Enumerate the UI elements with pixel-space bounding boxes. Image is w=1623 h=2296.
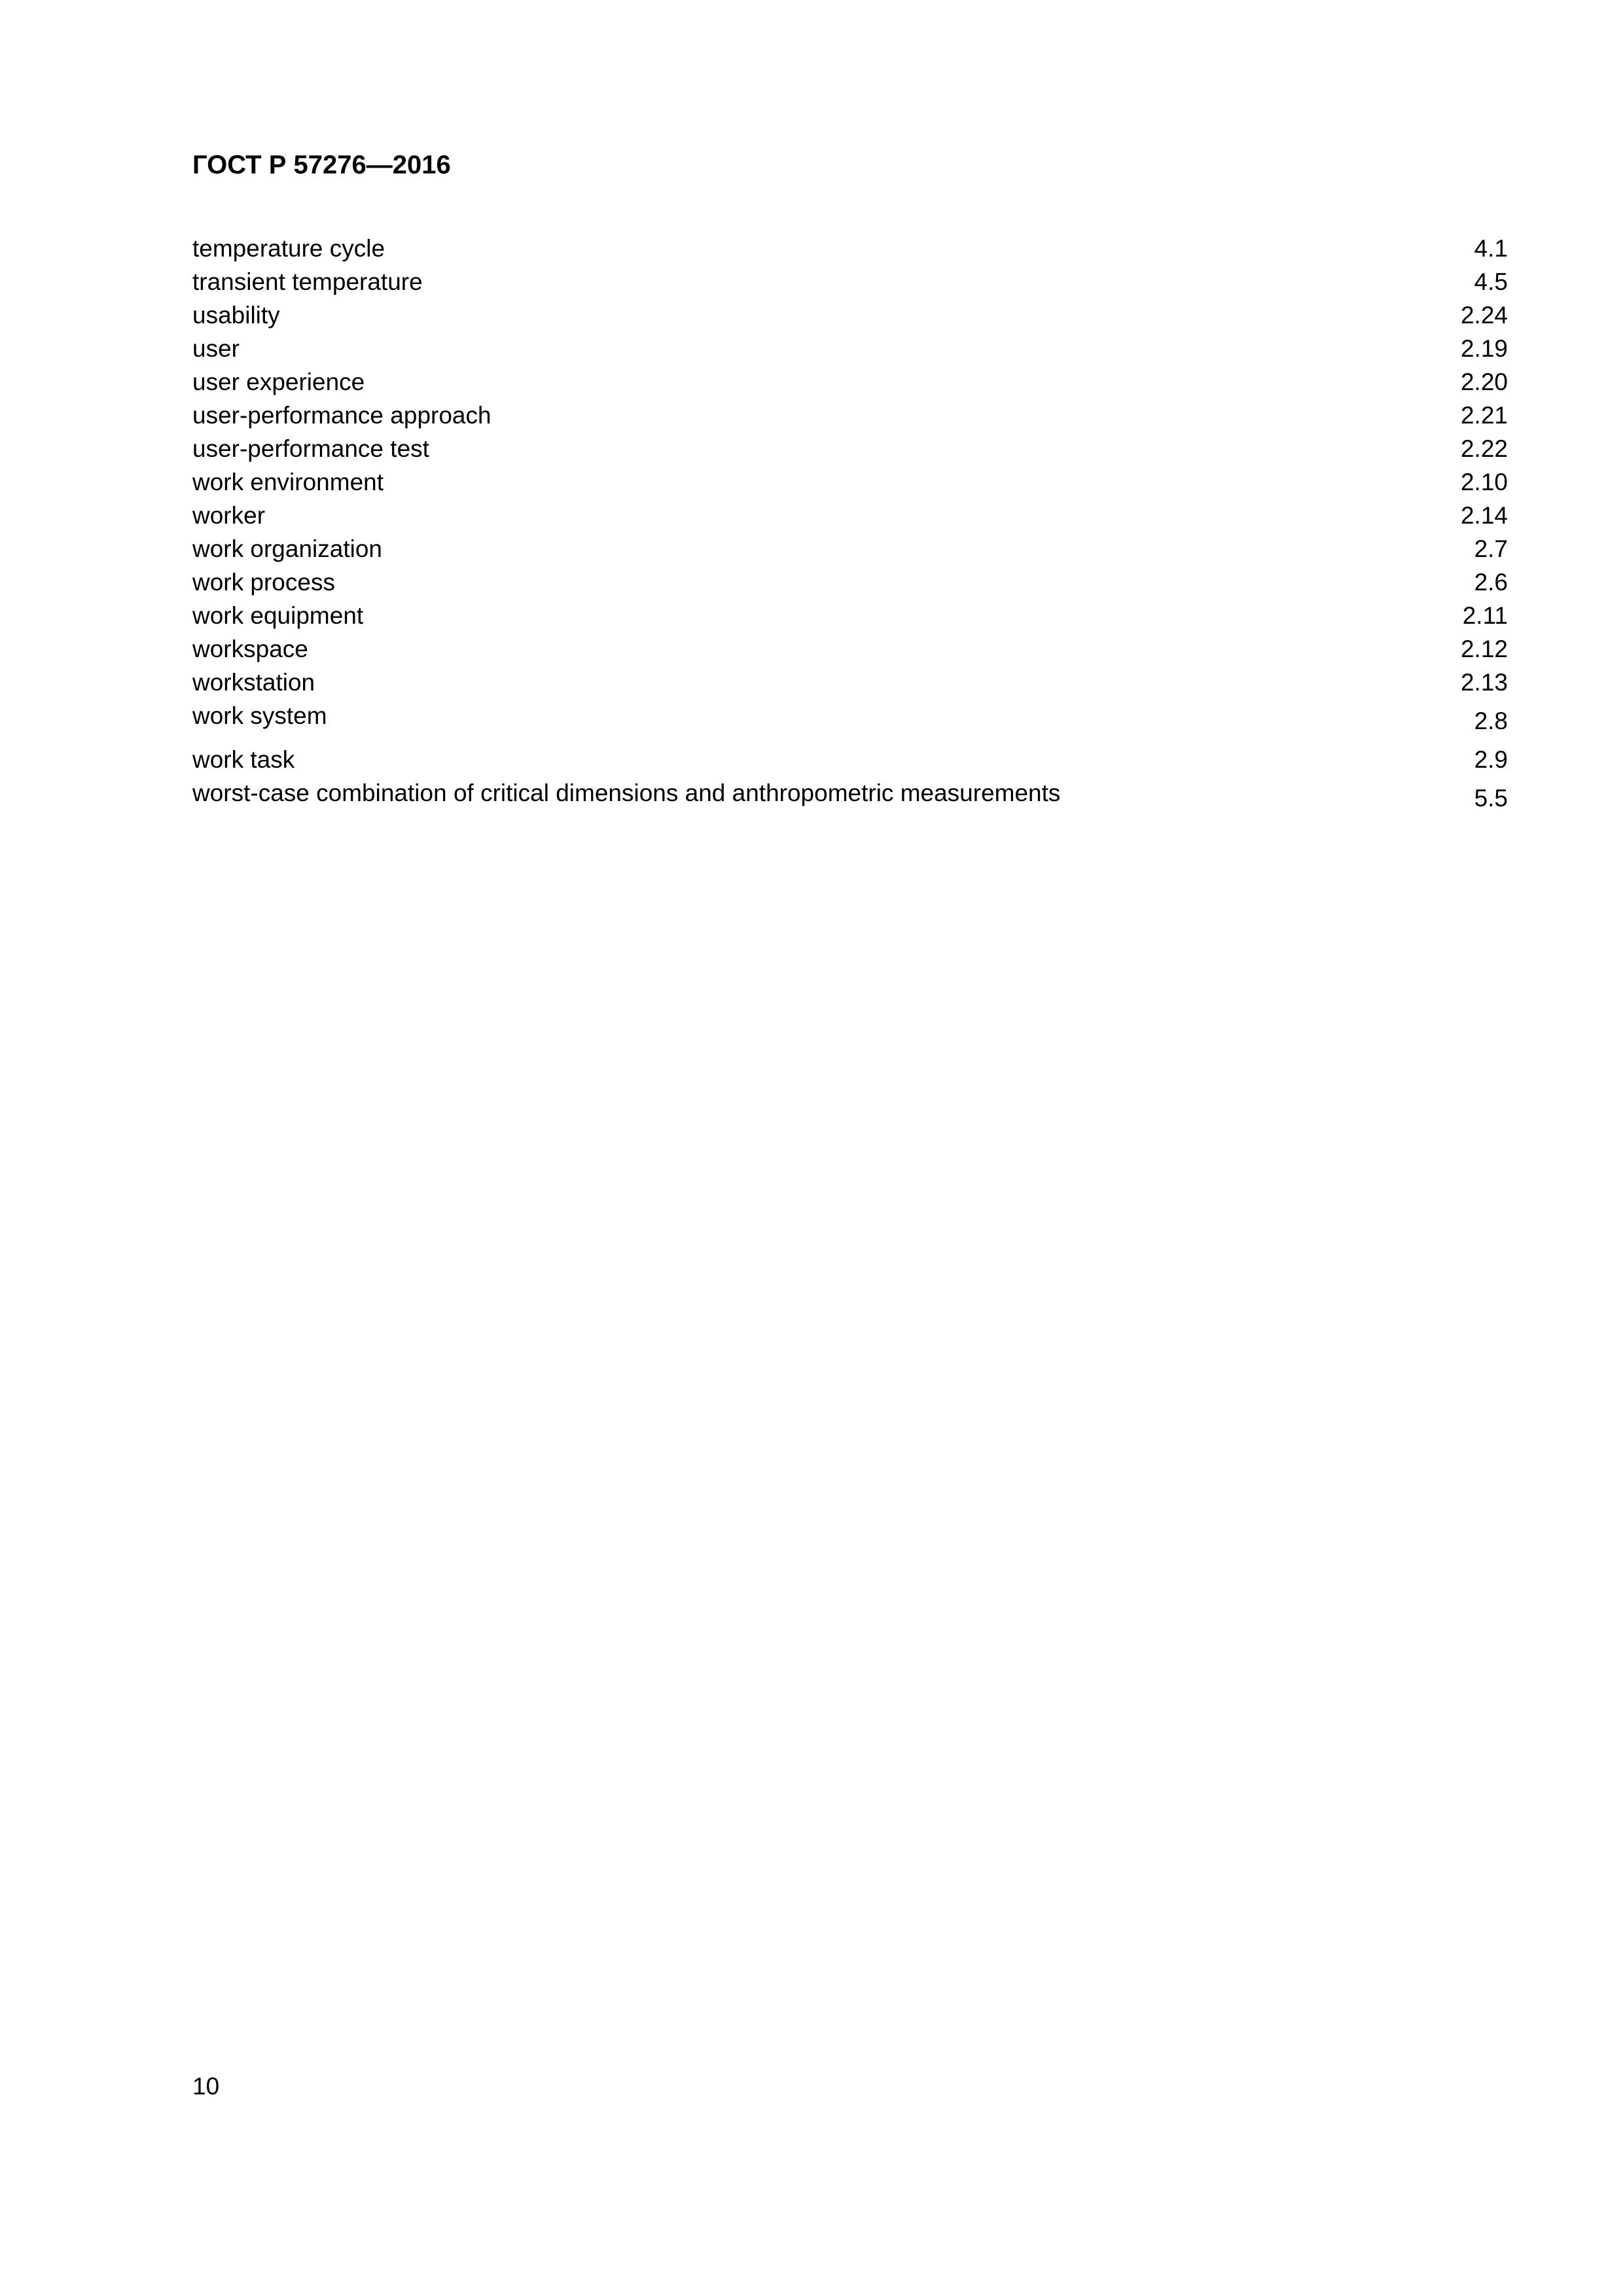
index-entry xyxy=(192,567,1508,601)
index-entry xyxy=(192,668,1508,701)
index-reference: 2.6 xyxy=(1474,569,1508,596)
index-entry xyxy=(192,267,1508,300)
index-term: workspace xyxy=(192,636,308,662)
index-term: work process xyxy=(192,569,335,596)
index-reference: 4.1 xyxy=(1474,235,1508,262)
index-term: work task xyxy=(192,746,295,773)
index-entry xyxy=(192,701,1508,745)
index-entry xyxy=(192,367,1508,401)
index-reference: 2.10 xyxy=(1460,469,1508,495)
index-reference: 2.7 xyxy=(1474,535,1508,562)
page-number: 10 xyxy=(192,2073,220,2100)
index-term: work equipment xyxy=(192,602,364,629)
index-entry xyxy=(192,501,1508,534)
index-term: transient temperature xyxy=(192,268,423,295)
index-entry xyxy=(192,300,1508,334)
index-term: user xyxy=(192,335,240,362)
index-term: worker xyxy=(192,502,266,529)
index-entry xyxy=(192,467,1508,501)
index-term: temperature cycle xyxy=(192,235,385,262)
index-term: workstation xyxy=(192,669,315,696)
index-reference: 2.11 xyxy=(1462,602,1508,629)
index-reference: 2.8 xyxy=(1474,708,1508,734)
index-reference: 2.21 xyxy=(1460,402,1508,429)
index-reference: 4.5 xyxy=(1474,268,1508,295)
index-reference: 2.12 xyxy=(1460,636,1508,662)
index-entry xyxy=(192,634,1508,668)
index-reference: 2.22 xyxy=(1460,435,1508,462)
index-entry xyxy=(192,234,1508,267)
index-term: usability xyxy=(192,302,280,329)
index-term: worst-case combination of critical dimensions and anthropometric measurements xyxy=(192,780,1061,806)
index-reference: 5.5 xyxy=(1474,785,1508,812)
index-entry xyxy=(192,745,1508,778)
index-entry xyxy=(192,534,1508,567)
document-code-header: ГОСТ Р 57276—2016 xyxy=(192,151,451,179)
index-term: user-performance test xyxy=(192,435,429,462)
index-term: work system xyxy=(192,702,327,729)
index-term: user experience xyxy=(192,368,365,395)
index-entry xyxy=(192,601,1508,634)
index-term: work environment xyxy=(192,469,384,495)
index-reference: 2.13 xyxy=(1460,669,1508,696)
index-term: user-performance approach xyxy=(192,402,491,429)
index-reference: 2.9 xyxy=(1474,746,1508,773)
index-term: work organization xyxy=(192,535,382,562)
index-reference: 2.19 xyxy=(1460,335,1508,362)
index-entry xyxy=(192,334,1508,367)
term-index-list xyxy=(192,234,1508,822)
index-entry xyxy=(192,401,1508,434)
index-reference: 2.20 xyxy=(1460,368,1508,395)
index-entry xyxy=(192,778,1508,822)
index-entry xyxy=(192,434,1508,467)
index-reference: 2.14 xyxy=(1460,502,1508,529)
index-reference: 2.24 xyxy=(1460,302,1508,329)
